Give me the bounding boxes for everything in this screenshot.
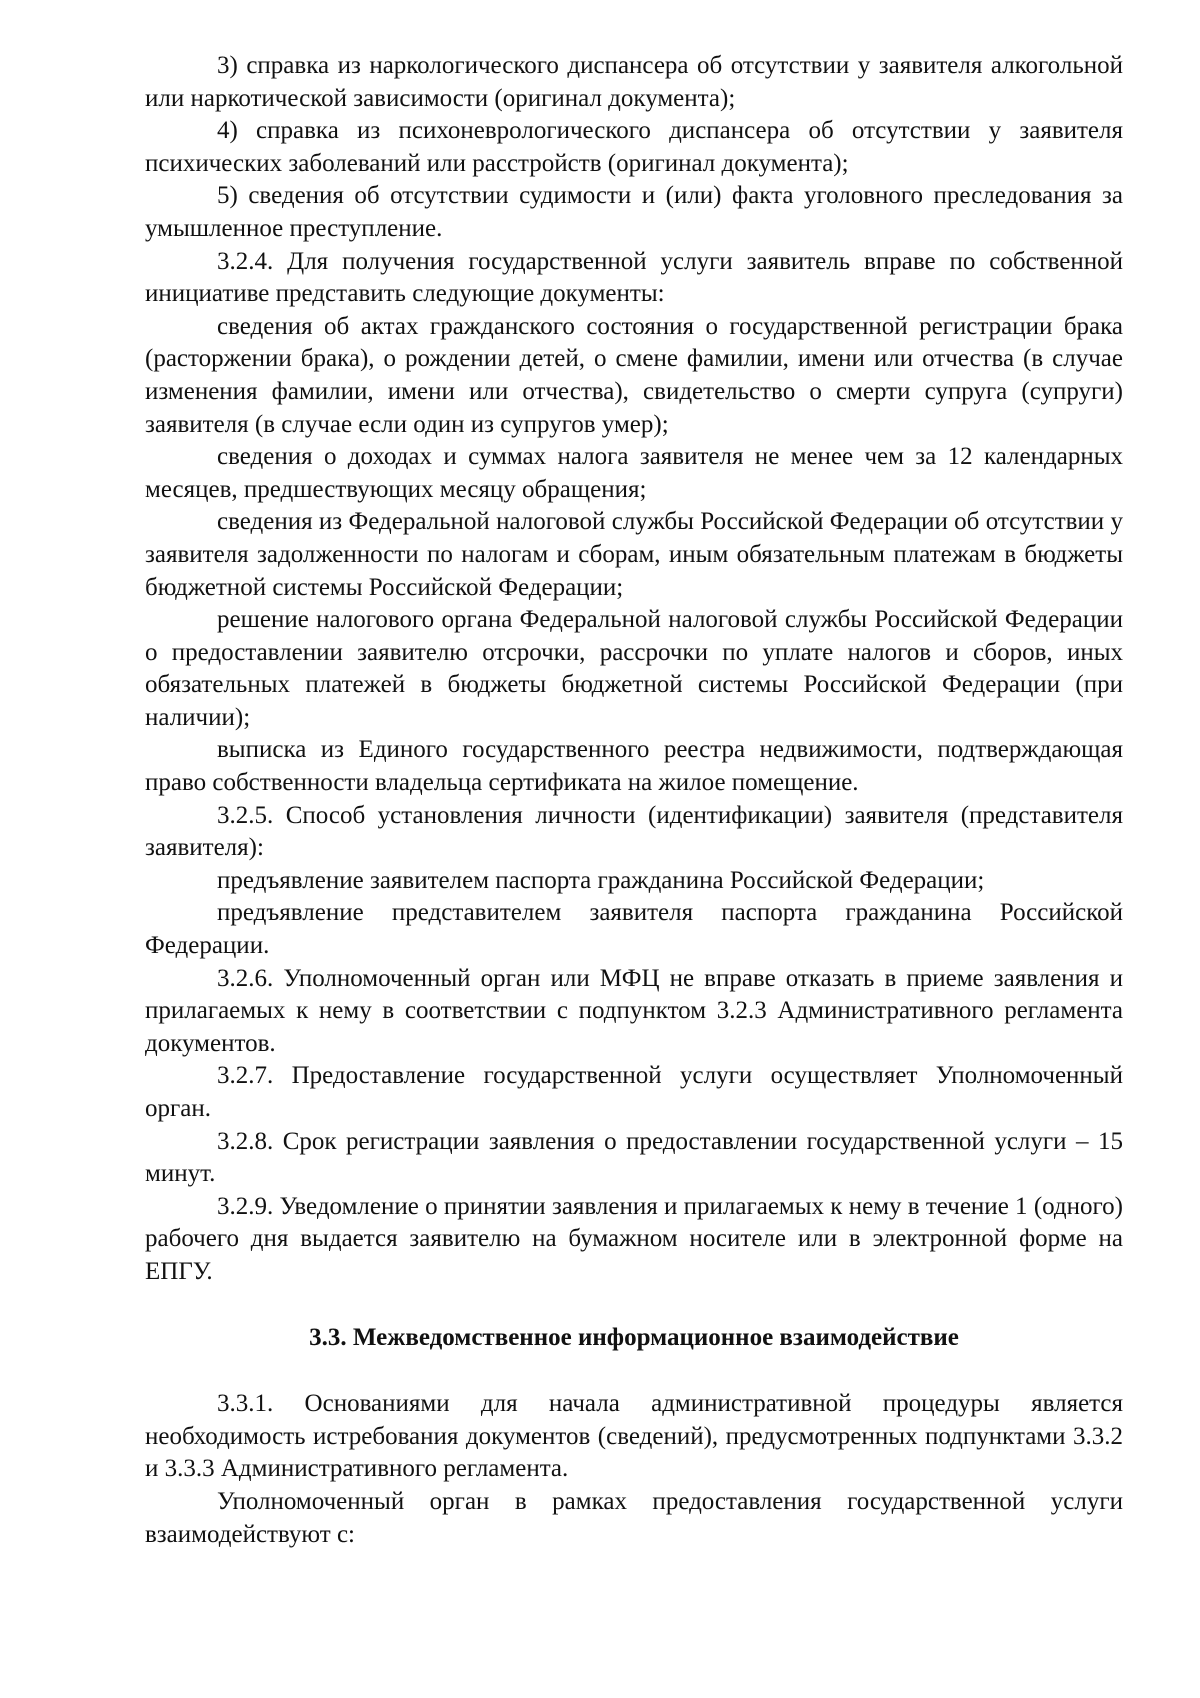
- paragraph: предъявление заявителем паспорта гражданина Российской Федерации;: [217, 866, 985, 894]
- document-page: [145, 50, 1123, 1551]
- paragraph: 3.2.8. Срок регистрации заявления о предоставлении государственной услуги – 15 минут.: [145, 1127, 1123, 1188]
- paragraph: сведения из Федеральной налоговой службы Российской Федерации об отсутствии у заявителя задолженности по налогам и сборам, иным обязательным платежам в бюджеты бюджетной системы Российской Федерации;: [145, 508, 1123, 601]
- paragraph: сведения о доходах и суммах налога заявителя не менее чем за 12 календарных месяцев, предшествующих месяцу обращения;: [145, 443, 1123, 503]
- paragraph: 4) справка из психоневрологического диспансера об отсутствии у заявителя психических заболеваний или расстройств (оригинал документа);: [145, 117, 1123, 177]
- paragraph: 3) справка из наркологического диспансера об отсутствии у заявителя алкогольной или наркотической зависимости (оригинал документа);: [145, 52, 1123, 112]
- paragraph: 3.2.5. Способ установления личности (идентификации) заявителя (представителя заявителя):: [145, 801, 1123, 862]
- paragraph: предъявление представителем заявителя паспорта гражданина Российской Федерации.: [145, 899, 1123, 960]
- paragraph: решение налогового органа Федеральной налоговой службы Российской Федерации о предоставлении заявителю отсрочки, рассрочки по уплате налогов и сборов, иных обязательных платежей в бюджеты бюджетной системы Российской Федерации (при наличии);: [145, 606, 1123, 731]
- paragraph: 3.2.7. Предоставление государственной услуги осуществляет Уполномоченный орган.: [145, 1062, 1123, 1122]
- paragraph: 3.2.9. Уведомление о принятии заявления и прилагаемых к нему в течение 1 (одного) рабочего дня выдается заявителю на бумажном носителе или в электронной форме на ЕПГУ.: [145, 1192, 1123, 1285]
- paragraph: 3.2.4. Для получения государственной услуги заявитель вправе по собственной инициативе представить следующие документы:: [145, 247, 1123, 308]
- paragraph: 3.2.6. Уполномоченный орган или МФЦ не вправе отказать в приеме заявления и прилагаемых к нему в соответствии с подпунктом 3.2.3 Административного регламента документов.: [145, 964, 1123, 1057]
- paragraph: Уполномоченный орган в рамках предоставления государственной услуги взаимодействуют с:: [145, 1487, 1123, 1548]
- paragraph: 5) сведения об отсутствии судимости и (или) факта уголовного преследования за умышленное преступление.: [145, 182, 1123, 242]
- paragraph: сведения об актах гражданского состояния о государственной регистрации брака (расторжении брака), о рождении детей, о смене фамилии, имени или отчества (в случае изменения фамилии, имени или отчества), свидетельство о смерти супруга (супруги) заявителя (в случае если один из супругов умер);: [145, 312, 1123, 438]
- section-heading: 3.3. Межведомственное информационное взаимодействие: [309, 1323, 959, 1351]
- paragraph: выписка из Единого государственного реестра недвижимости, подтверждающая право собственности владельца сертификата на жилое помещение.: [145, 736, 1123, 797]
- paragraph: 3.3.1. Основаниями для начала административной процедуры является необходимость истребования документов (сведений), предусмотренных подпунктами 3.3.2 и 3.3.3 Административного регламента.: [145, 1390, 1123, 1483]
